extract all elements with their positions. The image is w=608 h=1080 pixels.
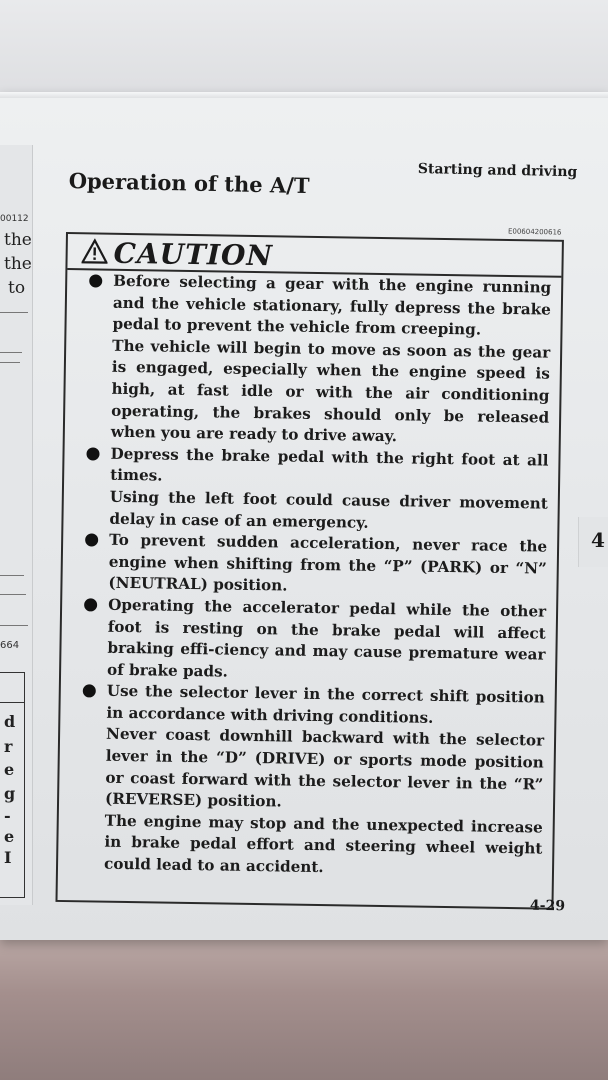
chapter-tab-label: 4 (591, 528, 605, 552)
bullet-icon (89, 274, 102, 287)
caution-item (85, 270, 552, 450)
previous-page-code: 664 (0, 640, 20, 651)
caution-list (78, 270, 551, 882)
previous-page-char: e (4, 827, 15, 846)
previous-page-word: to (8, 278, 26, 298)
caution-item (81, 594, 546, 688)
caution-paragraph: Depress the brake pedal with the right foot at all times. (110, 444, 549, 485)
caution-paragraph: Operating the accelerator pedal while the other foot is resting on the brake pedal will affect braking effi-ciency and may cause premature wear of brake pads. (106, 595, 547, 681)
caution-paragraph: The engine may stop and the unexpected increase in brake pedal effort and steering wheel weight could lead to an accident. (103, 811, 543, 877)
section-title: Operation of the A/T (68, 168, 310, 199)
caution-paragraph: Before selecting a gear with the engine running and the vehicle stationary, fully depress the brake pedal to prevent the vehicle from creeping. (112, 271, 552, 339)
caution-item (82, 529, 547, 601)
previous-page-char: r (4, 737, 13, 756)
caution-paragraph: To prevent sudden acceleration, never race the engine when shifting from the “P” (PARK) or “N” (NEUTRAL) position. (108, 530, 548, 595)
bullet-icon (84, 598, 97, 611)
previous-page-figure-line (0, 352, 22, 353)
caution-box (55, 232, 563, 910)
previous-page-figure-line (0, 362, 20, 363)
previous-page-rule (0, 625, 28, 626)
previous-page-char: d (4, 712, 16, 731)
caution-paragraph: The vehicle will begin to move as soon as the gear is engaged, especially when the engine speed is high, at fast idle or with the air conditioning operating, the brakes should only be released when you are ready to drive away. (110, 336, 551, 446)
caution-item (78, 681, 545, 883)
document-code: E00604200616 (507, 227, 562, 237)
previous-page-char: g (4, 784, 16, 803)
previous-page-char: I (4, 848, 12, 867)
bullet-icon (85, 533, 98, 546)
previous-page-code: 00112 (0, 214, 29, 224)
warning-triangle-icon (81, 238, 107, 264)
caution-paragraph: Never coast downhill backward with the selector lever in the “D” (DRIVE) or sports mode position or coast forward with the selector lever in the “R” (REVERSE) position. (104, 725, 545, 811)
table-surface (0, 935, 608, 1080)
previous-page-char: e (4, 760, 15, 779)
previous-page-figure-line (0, 575, 24, 576)
page-number: 4-29 (529, 897, 566, 915)
bullet-icon (86, 447, 99, 460)
bullet-icon (83, 685, 96, 698)
caution-title: CAUTION (113, 236, 274, 273)
previous-page-word: the (4, 254, 32, 274)
caution-item (83, 443, 548, 537)
previous-page-rule (0, 312, 28, 313)
caution-paragraph: Using the left foot could cause driver movement delay in case of an emergency. (109, 487, 548, 532)
chapter-title: Starting and driving (417, 161, 578, 181)
previous-page-char: - (4, 806, 11, 825)
caution-paragraph: Use the selector lever in the correct shift position in accordance with driving conditions. (106, 681, 545, 727)
previous-page-figure-line (0, 594, 26, 595)
previous-page-word: the (4, 230, 32, 250)
previous-page-table-header (0, 672, 24, 703)
